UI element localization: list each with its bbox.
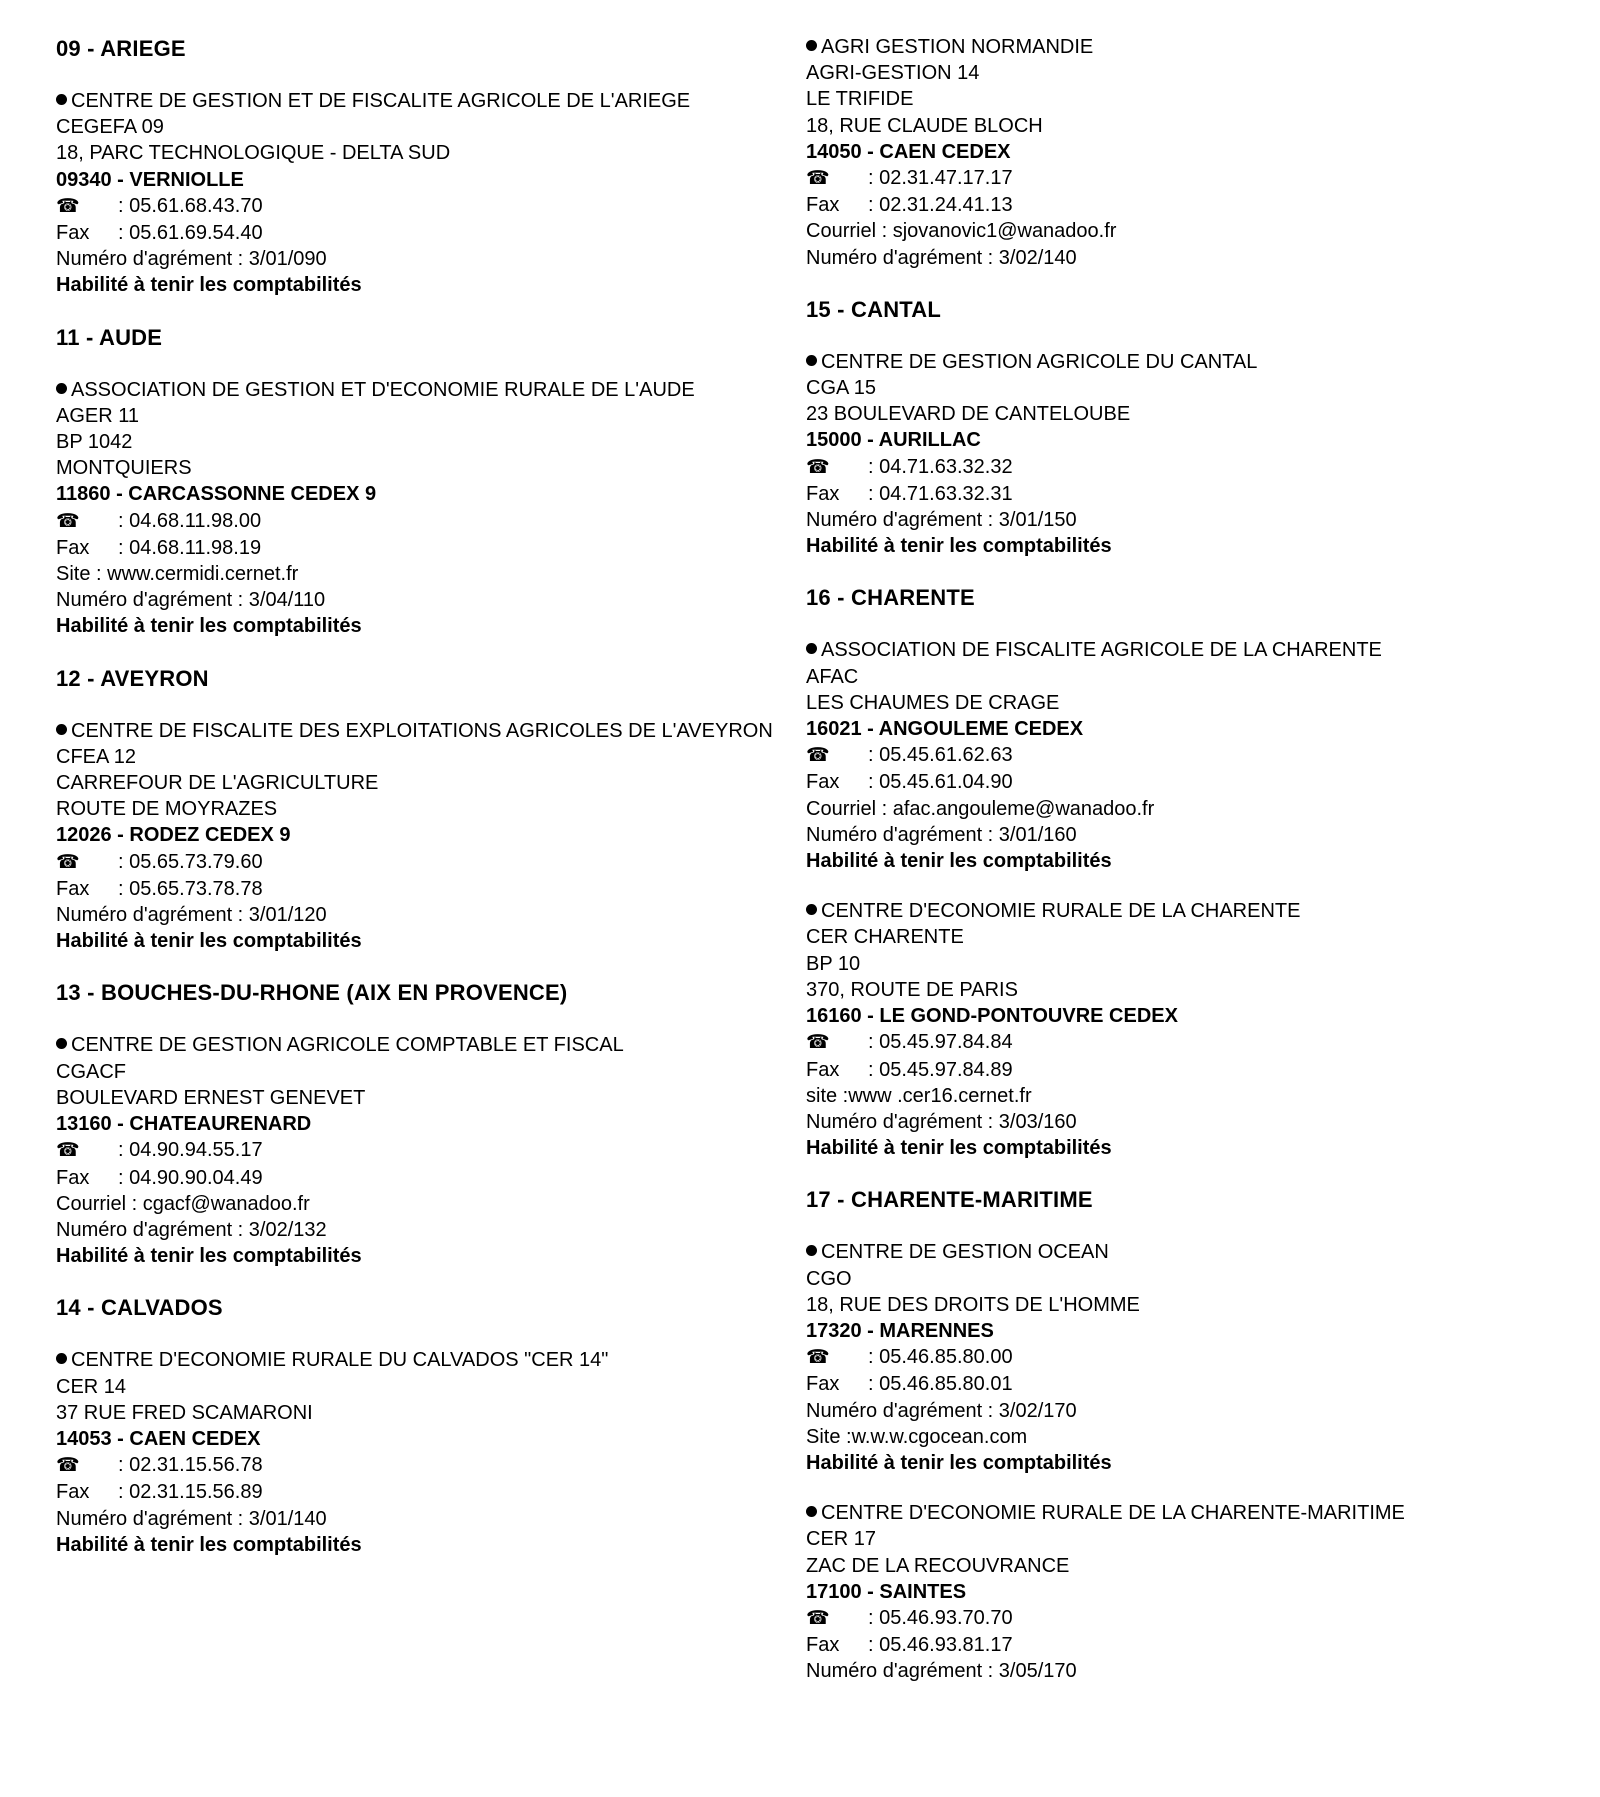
address-line: CER CHARENTE (806, 926, 964, 949)
organization-name-line (56, 1032, 776, 1058)
phone-row (56, 849, 776, 876)
fax-label: Fax (806, 771, 840, 794)
habilitation-line: Habilité à tenir les comptabilités (806, 535, 1112, 558)
organization-name-line (56, 88, 776, 114)
address-line: 23 BOULEVARD DE CANTELOUBE (806, 403, 1131, 426)
postal-city: 12026 - RODEZ CEDEX 9 (56, 824, 291, 847)
info-line: Numéro d'agrément : 3/02/132 (56, 1218, 327, 1241)
organization-entry (56, 1347, 776, 1558)
right-column (806, 34, 1546, 1709)
postal-city: 11860 - CARCASSONNE CEDEX 9 (56, 483, 377, 506)
phone-label (806, 454, 868, 481)
organization-name: CENTRE D'ECONOMIE RURALE DE LA CHARENTE (821, 900, 1301, 923)
organization-name-line (806, 349, 1546, 375)
info-line: Numéro d'agrément : 3/01/120 (56, 904, 327, 927)
telephone-icon: ☎ (806, 1607, 830, 1629)
address-line: LE TRIFIDE (806, 88, 914, 111)
fax-label: Fax (806, 194, 840, 217)
address-line: LES CHAUMES DE CRAGE (806, 691, 1060, 714)
telephone-icon: ☎ (806, 456, 830, 478)
fax-row (56, 220, 776, 246)
bullet-icon (56, 724, 67, 735)
phone-label (806, 1029, 868, 1056)
department-section (806, 34, 1546, 271)
organization-entry (806, 34, 1546, 271)
department-heading: 09 - ARIEGE (56, 36, 186, 61)
info-line: Courriel : sjovanovic1@wanadoo.fr (806, 220, 1117, 243)
address-line: AFAC (806, 665, 859, 688)
organization-name: ASSOCIATION DE FISCALITE AGRICOLE DE LA CHARENTE (821, 639, 1382, 662)
fax-row (56, 1479, 776, 1505)
habilitation-line: Habilité à tenir les comptabilités (56, 1533, 362, 1556)
phone-number: : 05.61.68.43.70 (118, 194, 263, 217)
organization-name: CENTRE DE FISCALITE DES EXPLOITATIONS AGRICOLES DE L'AVEYRON (71, 719, 773, 742)
postal-city: 16021 - ANGOULEME CEDEX (806, 718, 1084, 741)
organization-name: CENTRE DE GESTION AGRICOLE COMPTABLE ET FISCAL (71, 1034, 624, 1057)
phone-row (806, 454, 1546, 481)
address-line: 18, RUE CLAUDE BLOCH (806, 114, 1043, 137)
organization-name-line (56, 377, 776, 403)
organization-entry (806, 898, 1546, 1161)
phone-number: : 05.46.93.70.70 (868, 1606, 1013, 1629)
postal-city: 17100 - SAINTES (806, 1580, 967, 1603)
organization-name-line (56, 1347, 776, 1373)
department-heading: 13 - BOUCHES-DU-RHONE (AIX EN PROVENCE) (56, 980, 568, 1006)
fax-label: Fax (56, 1166, 90, 1189)
fax-number: : 05.46.85.80.01 (868, 1373, 1013, 1396)
address-line: CER 14 (56, 1375, 127, 1398)
phone-label (806, 1344, 868, 1371)
fax-row (56, 535, 776, 561)
fax-label: Fax (806, 1634, 840, 1657)
address-line: ZAC DE LA RECOUVRANCE (806, 1554, 1070, 1577)
department-heading: 17 - CHARENTE-MARITIME (806, 1187, 1093, 1213)
fax-label: Fax (56, 877, 90, 900)
organization-name-line (806, 1239, 1546, 1265)
phone-row (806, 1029, 1546, 1056)
department-heading: 11 - AUDE (56, 324, 163, 350)
address-line: 370, ROUTE DE PARIS (806, 978, 1018, 1001)
fax-number: : 05.45.97.84.89 (868, 1058, 1013, 1081)
organization-name-line (806, 898, 1546, 924)
phone-number: : 05.45.61.62.63 (868, 744, 1013, 767)
bullet-icon (806, 1245, 817, 1256)
address-line: 18, PARC TECHNOLOGIQUE - DELTA SUD (56, 142, 451, 165)
address-line: ROUTE DE MOYRAZES (56, 798, 278, 821)
telephone-icon: ☎ (56, 1140, 80, 1162)
organization-entry (56, 377, 776, 640)
phone-number: : 04.71.63.32.32 (868, 455, 1013, 478)
fax-number: : 05.45.61.04.90 (868, 771, 1013, 794)
phone-row (56, 1137, 776, 1164)
postal-city: 17320 - MARENNES (806, 1319, 994, 1342)
organization-entry (806, 1500, 1546, 1684)
address-line: CER 17 (806, 1528, 877, 1551)
phone-row (56, 193, 776, 220)
phone-number: : 04.68.11.98.00 (118, 509, 262, 532)
department-section (806, 295, 1546, 560)
habilitation-line: Habilité à tenir les comptabilités (56, 615, 362, 638)
phone-row (806, 165, 1546, 192)
organization-name: AGRI GESTION NORMANDIE (821, 36, 1094, 58)
phone-number: : 04.90.94.55.17 (118, 1139, 263, 1162)
telephone-icon: ☎ (56, 851, 80, 873)
fax-row (806, 192, 1546, 218)
organization-entry (56, 718, 776, 955)
organization-name: CENTRE D'ECONOMIE RURALE DE LA CHARENTE-MARITIME (821, 1502, 1405, 1525)
department-section (56, 978, 776, 1269)
department-heading: 16 - CHARENTE (806, 585, 975, 611)
fax-row (806, 1057, 1546, 1083)
fax-label: Fax (806, 482, 840, 505)
fax-number: : 02.31.24.41.13 (868, 194, 1013, 217)
organization-name: CENTRE DE GESTION AGRICOLE DU CANTAL (821, 350, 1258, 373)
fax-number: : 04.68.11.98.19 (118, 536, 262, 559)
bullet-icon (806, 40, 817, 51)
phone-label (56, 193, 118, 220)
organization-name-line (806, 1500, 1546, 1526)
fax-row (806, 1632, 1546, 1658)
bullet-icon (806, 904, 817, 915)
fax-number: : 05.61.69.54.40 (118, 222, 263, 245)
bullet-icon (806, 643, 817, 654)
fax-label: Fax (56, 536, 90, 559)
department-section (56, 1293, 776, 1558)
postal-city: 15000 - AURILLAC (806, 429, 981, 452)
fax-number: : 05.65.73.78.78 (118, 877, 263, 900)
address-line: CARREFOUR DE L'AGRICULTURE (56, 772, 379, 795)
fax-label: Fax (806, 1373, 840, 1396)
address-line: CGO (806, 1267, 852, 1290)
organization-name: CENTRE DE GESTION OCEAN (821, 1241, 1109, 1264)
address-line: AGRI-GESTION 14 (806, 62, 980, 85)
info-line: Numéro d'agrément : 3/05/170 (806, 1660, 1077, 1683)
organization-entry (806, 637, 1546, 874)
organization-name: ASSOCIATION DE GESTION ET D'ECONOMIE RURALE DE L'AUDE (71, 378, 695, 401)
address-line: CGA 15 (806, 377, 877, 400)
info-line: Courriel : cgacf@wanadoo.fr (56, 1192, 310, 1215)
department-section (806, 1185, 1546, 1684)
telephone-icon: ☎ (806, 1347, 830, 1369)
habilitation-line: Habilité à tenir les comptabilités (806, 1451, 1112, 1474)
address-line: MONTQUIERS (56, 457, 192, 480)
telephone-icon: ☎ (56, 510, 80, 532)
organization-name: CENTRE DE GESTION ET DE FISCALITE AGRICOLE DE L'ARIEGE (71, 90, 691, 112)
bullet-icon (56, 94, 67, 105)
postal-city: 09340 - VERNIOLLE (56, 168, 244, 191)
department-section (56, 323, 776, 640)
phone-number: : 02.31.47.17.17 (868, 167, 1013, 190)
info-line: Site : www.cermidi.cernet.fr (56, 563, 299, 586)
department-section (806, 583, 1546, 1161)
info-line: Numéro d'agrément : 3/02/140 (806, 246, 1077, 269)
organization-entry (56, 88, 776, 299)
info-line: Courriel : afac.angouleme@wanadoo.fr (806, 797, 1155, 820)
organization-name-line (806, 34, 1546, 60)
department-section (56, 664, 776, 955)
telephone-icon: ☎ (56, 195, 80, 217)
organization-entry (806, 1239, 1546, 1476)
phone-label (56, 849, 118, 876)
fax-number: : 02.31.15.56.89 (118, 1481, 263, 1504)
phone-row (806, 1344, 1546, 1371)
bullet-icon (806, 355, 817, 366)
left-column (56, 34, 776, 1582)
telephone-icon: ☎ (806, 745, 830, 767)
department-heading: 14 - CALVADOS (56, 1295, 223, 1321)
fax-row (56, 876, 776, 902)
fax-row (806, 769, 1546, 795)
info-line: Numéro d'agrément : 3/01/150 (806, 509, 1077, 532)
organization-name: CENTRE D'ECONOMIE RURALE DU CALVADOS "CER 14" (71, 1349, 609, 1372)
phone-label (806, 1605, 868, 1632)
fax-number: : 04.71.63.32.31 (868, 482, 1013, 505)
postal-city: 16160 - LE GOND-PONTOUVRE CEDEX (806, 1005, 1178, 1028)
fax-label: Fax (806, 1058, 840, 1081)
address-line: BOULEVARD ERNEST GENEVET (56, 1086, 366, 1109)
organization-name-line (806, 637, 1546, 663)
info-line: Site :w.w.w.cgocean.com (806, 1425, 1028, 1448)
fax-number: : 05.46.93.81.17 (868, 1634, 1013, 1657)
bullet-icon (56, 383, 67, 394)
department-heading: 12 - AVEYRON (56, 665, 209, 691)
info-line: Numéro d'agrément : 3/01/090 (56, 248, 327, 271)
address-line: CEGEFA 09 (56, 116, 164, 139)
phone-row (56, 508, 776, 535)
bullet-icon (806, 1506, 817, 1517)
address-line: AGER 11 (56, 404, 139, 427)
address-line: 37 RUE FRED SCAMARONI (56, 1401, 313, 1424)
phone-row (56, 1452, 776, 1479)
info-line: Numéro d'agrément : 3/01/160 (806, 823, 1077, 846)
info-line: site :www .cer16.cernet.fr (806, 1084, 1032, 1107)
fax-row (806, 1371, 1546, 1397)
organization-entry (806, 349, 1546, 560)
organization-entry (56, 1032, 776, 1269)
info-line: Numéro d'agrément : 3/02/170 (806, 1399, 1077, 1422)
telephone-icon: ☎ (56, 1455, 80, 1477)
phone-label (56, 1452, 118, 1479)
habilitation-line: Habilité à tenir les comptabilités (806, 850, 1112, 873)
info-line: Numéro d'agrément : 3/01/140 (56, 1507, 327, 1530)
fax-number: : 04.90.90.04.49 (118, 1166, 263, 1189)
habilitation-line: Habilité à tenir les comptabilités (806, 1137, 1112, 1160)
address-line: BP 10 (806, 952, 861, 975)
telephone-icon: ☎ (806, 168, 830, 190)
habilitation-line: Habilité à tenir les comptabilités (56, 274, 362, 297)
department-section (56, 34, 776, 299)
organization-name-line (56, 718, 776, 744)
postal-city: 13160 - CHATEAURENARD (56, 1113, 312, 1136)
phone-row (806, 742, 1546, 769)
info-line: Numéro d'agrément : 3/03/160 (806, 1110, 1077, 1133)
phone-number: : 02.31.15.56.78 (118, 1454, 263, 1477)
habilitation-line: Habilité à tenir les comptabilités (56, 930, 362, 953)
fax-label: Fax (56, 222, 90, 245)
bullet-icon (56, 1353, 67, 1364)
postal-city: 14053 - CAEN CEDEX (56, 1427, 261, 1450)
phone-label (56, 1137, 118, 1164)
phone-number: : 05.46.85.80.00 (868, 1346, 1013, 1369)
fax-row (56, 1165, 776, 1191)
address-line: BP 1042 (56, 431, 133, 454)
phone-number: : 05.65.73.79.60 (118, 850, 263, 873)
phone-row (806, 1605, 1546, 1632)
address-line: 18, RUE DES DROITS DE L'HOMME (806, 1293, 1140, 1316)
fax-label: Fax (56, 1481, 90, 1504)
department-heading: 15 - CANTAL (806, 296, 942, 322)
address-line: CGACF (56, 1060, 126, 1083)
telephone-icon: ☎ (806, 1032, 830, 1054)
phone-number: : 05.45.97.84.84 (868, 1031, 1013, 1054)
bullet-icon (56, 1038, 67, 1049)
info-line: Numéro d'agrément : 3/04/110 (56, 589, 326, 612)
fax-row (806, 481, 1546, 507)
phone-label (806, 165, 868, 192)
phone-label (56, 508, 118, 535)
habilitation-line: Habilité à tenir les comptabilités (56, 1245, 362, 1268)
phone-label (806, 742, 868, 769)
address-line: CFEA 12 (56, 745, 137, 768)
postal-city: 14050 - CAEN CEDEX (806, 140, 1011, 163)
